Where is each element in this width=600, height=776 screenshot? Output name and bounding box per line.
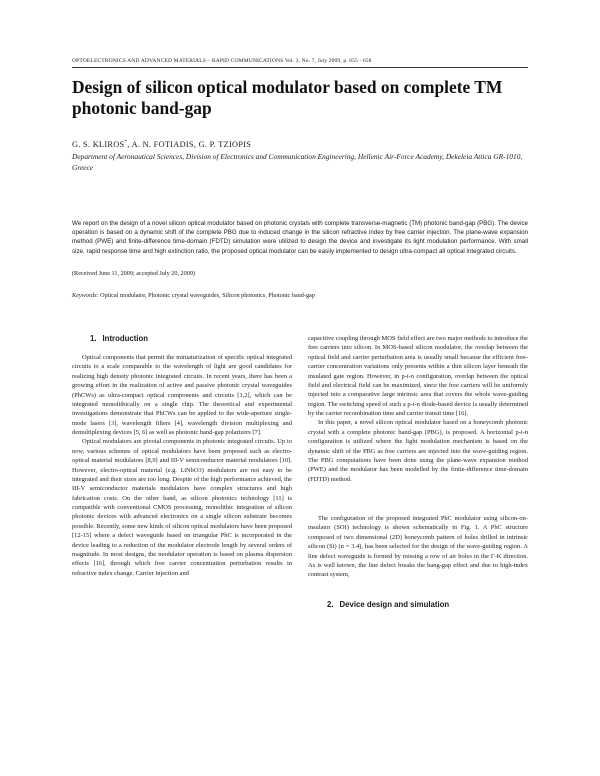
section-heading-device-design — [327, 600, 449, 609]
keywords — [72, 292, 528, 299]
section-gap — [308, 484, 528, 514]
author-list — [72, 140, 251, 149]
section-title: Introduction — [102, 334, 148, 343]
abstract: We report on the design of a novel silicon optical modulator based on photonic crystals with complete transverse-magnetic (TM) photonic band-gap (PBG). The device operation is based on a dynamic shift of the complete PBG due to induced change in the silicon refractive index by free carrier injection. The plane-wave expansion method (PWE) and finite-difference time-domain (FDTD) simulation were utilized to design the device and investigate its light modulation performance. With small size, rapid response time and high extinction ratio, the proposed optical modulator can be easily implemented to design ultra-compact all optical integrated circuits. — [72, 220, 528, 255]
paper-title: Design of silicon optical modulator based on complete TM photonic band-gap — [72, 77, 503, 118]
journal-header: OPTOELECTRONICS AND ADVANCED MATERIALS – RAPID COMMUNICATIONS Vol. 3, No. 7, July 2009, p. 655 - 658 — [72, 58, 372, 64]
intro-paragraph-2: Optical modulators are pivotal components in photonic integrated circuits. Up to now, various schemes of optical modulators have been proposed such as electro-optical material modulators [8,9] and III-V semiconductor material modulators [10]. However, electro-optical material (e.g. LiNbO3) modulators are not easy to be integrated and their sizes are too long. Despite of the high performance achieved, the III-V semiconductor materials modulators have complex structures and high fabrication costs. On the other hand, as silicon photonics technology [11] is compatible with conventional CMOS processing, monolithic integration of silicon photonic devices with advanced electronics on a single silicon substrate becomes possible. Recently, some new kinds of silicon optical modulators have been proposed [12-15] where a defect waveguide based on triangular PhC is incorporated in the device leading to a reduction of the modulator electrode length by several orders of magnitude. In most designs, the modulator operation is based on plasma dispersion effects [16], through which free carrier concentration perturbation results in refractive index change. Carrier injection and — [72, 438, 292, 577]
section-title: Device design and simulation — [339, 600, 450, 609]
header-rule — [72, 67, 528, 68]
design-paragraph-1: The configuration of the proposed integrated PhC modulator using silicon-on-insulator (SOI) technology is shown schematically in Fig. 1. A PhC structure composed of two dimensional (2D) honeycomb pattern of holes drilled in intrinsic silicon (Si) (n = 3.4), has been selected for the design of the wave-guiding region. A line defect waveguide is formed by missing a row of air holes in the Γ-K direction. As is well known, the line defect breaks the bang-gap effect and due to high-index contrast system, — [308, 515, 528, 579]
intro-paragraph-3: capacitive coupling through MOS field effect are two major methods to introduce the free carriers into silicon. In MOS-based silicon modulator, the overlap between the optical field and carrier perturbation area is usually small because the efficient free-carrier concentration variations only presents within a thin silicon layer beneath the insulated gate region. However, in p-i-n configuration, overlap between the optical field and electrical field can be maximized, since the free carriers will be uniformly injected into a comparative large intrinsic area that covers the whole wave-guiding region. The switching speed of such a p-i-n diode-based device is usually determined by the carrier recombination time and carrier transit time [16]. — [308, 335, 528, 417]
keywords-text: Optical modulator, Photonic crystal waveguides, Silicon photonics, Photonic band-gap — [98, 292, 315, 299]
corresponding-author-mark: * — [124, 140, 128, 146]
affiliation: Department of Aeronautical Sciences, Division of Electronics and Communication Engineering, Hellenic Air-Force Academy, Dekeleia Attica GR-1010, Greece — [72, 152, 523, 172]
author-names-rest: , A. N. FOTIADIS, G. P. TZIOPIS — [127, 140, 252, 149]
intro-paragraph-4: In this paper, a novel silicon optical modulator based on a honeycomb photonic crystal with a complete photonic band-gap (PBG), is proposed. A horizontal p-i-n configuration is utilized where the light modulation mechanism is based on the dynamic shift of the PBG as free carriers are injected into the wave-guiding region. The PBG computations have been done using the plane-wave expansion method (PWE) and the modulator has been modelled by the finite-difference time-domain (FDTD) method. — [308, 419, 528, 483]
left-column — [72, 353, 292, 578]
author-names-first: G. S. KLIROS — [72, 140, 125, 149]
received-dates: (Received June 11, 2009; accepted July 20, 2009) — [72, 270, 195, 277]
section-number: 2. — [327, 600, 334, 609]
right-column — [308, 334, 528, 580]
section-number: 1. — [90, 334, 97, 343]
intro-paragraph-1: Optical components that permit the miniaturization of specific optical integrated circuits to a scale comparable to the wavelength of light are good candidates for realizing high density photonic integrated circuits. In recent years, there has been a growing effort in the realization of active and passive photonic crystal waveguides (PhCWs) as ultra-compact optical components and circuits [1,2], which can be integrated monolithically on a single chip. The theoretical and experimental investigations demonstrate that PhCWs can be applied to the wide-aperture single-mode lasers [3], wavelength filters [4], wavelength division multiplexing and demultiplexing devices [5, 6] as well as photonic band-gap polarizers [7]. — [72, 354, 292, 436]
keywords-label: Keywords: — [72, 292, 99, 299]
section-heading-introduction — [90, 334, 148, 343]
